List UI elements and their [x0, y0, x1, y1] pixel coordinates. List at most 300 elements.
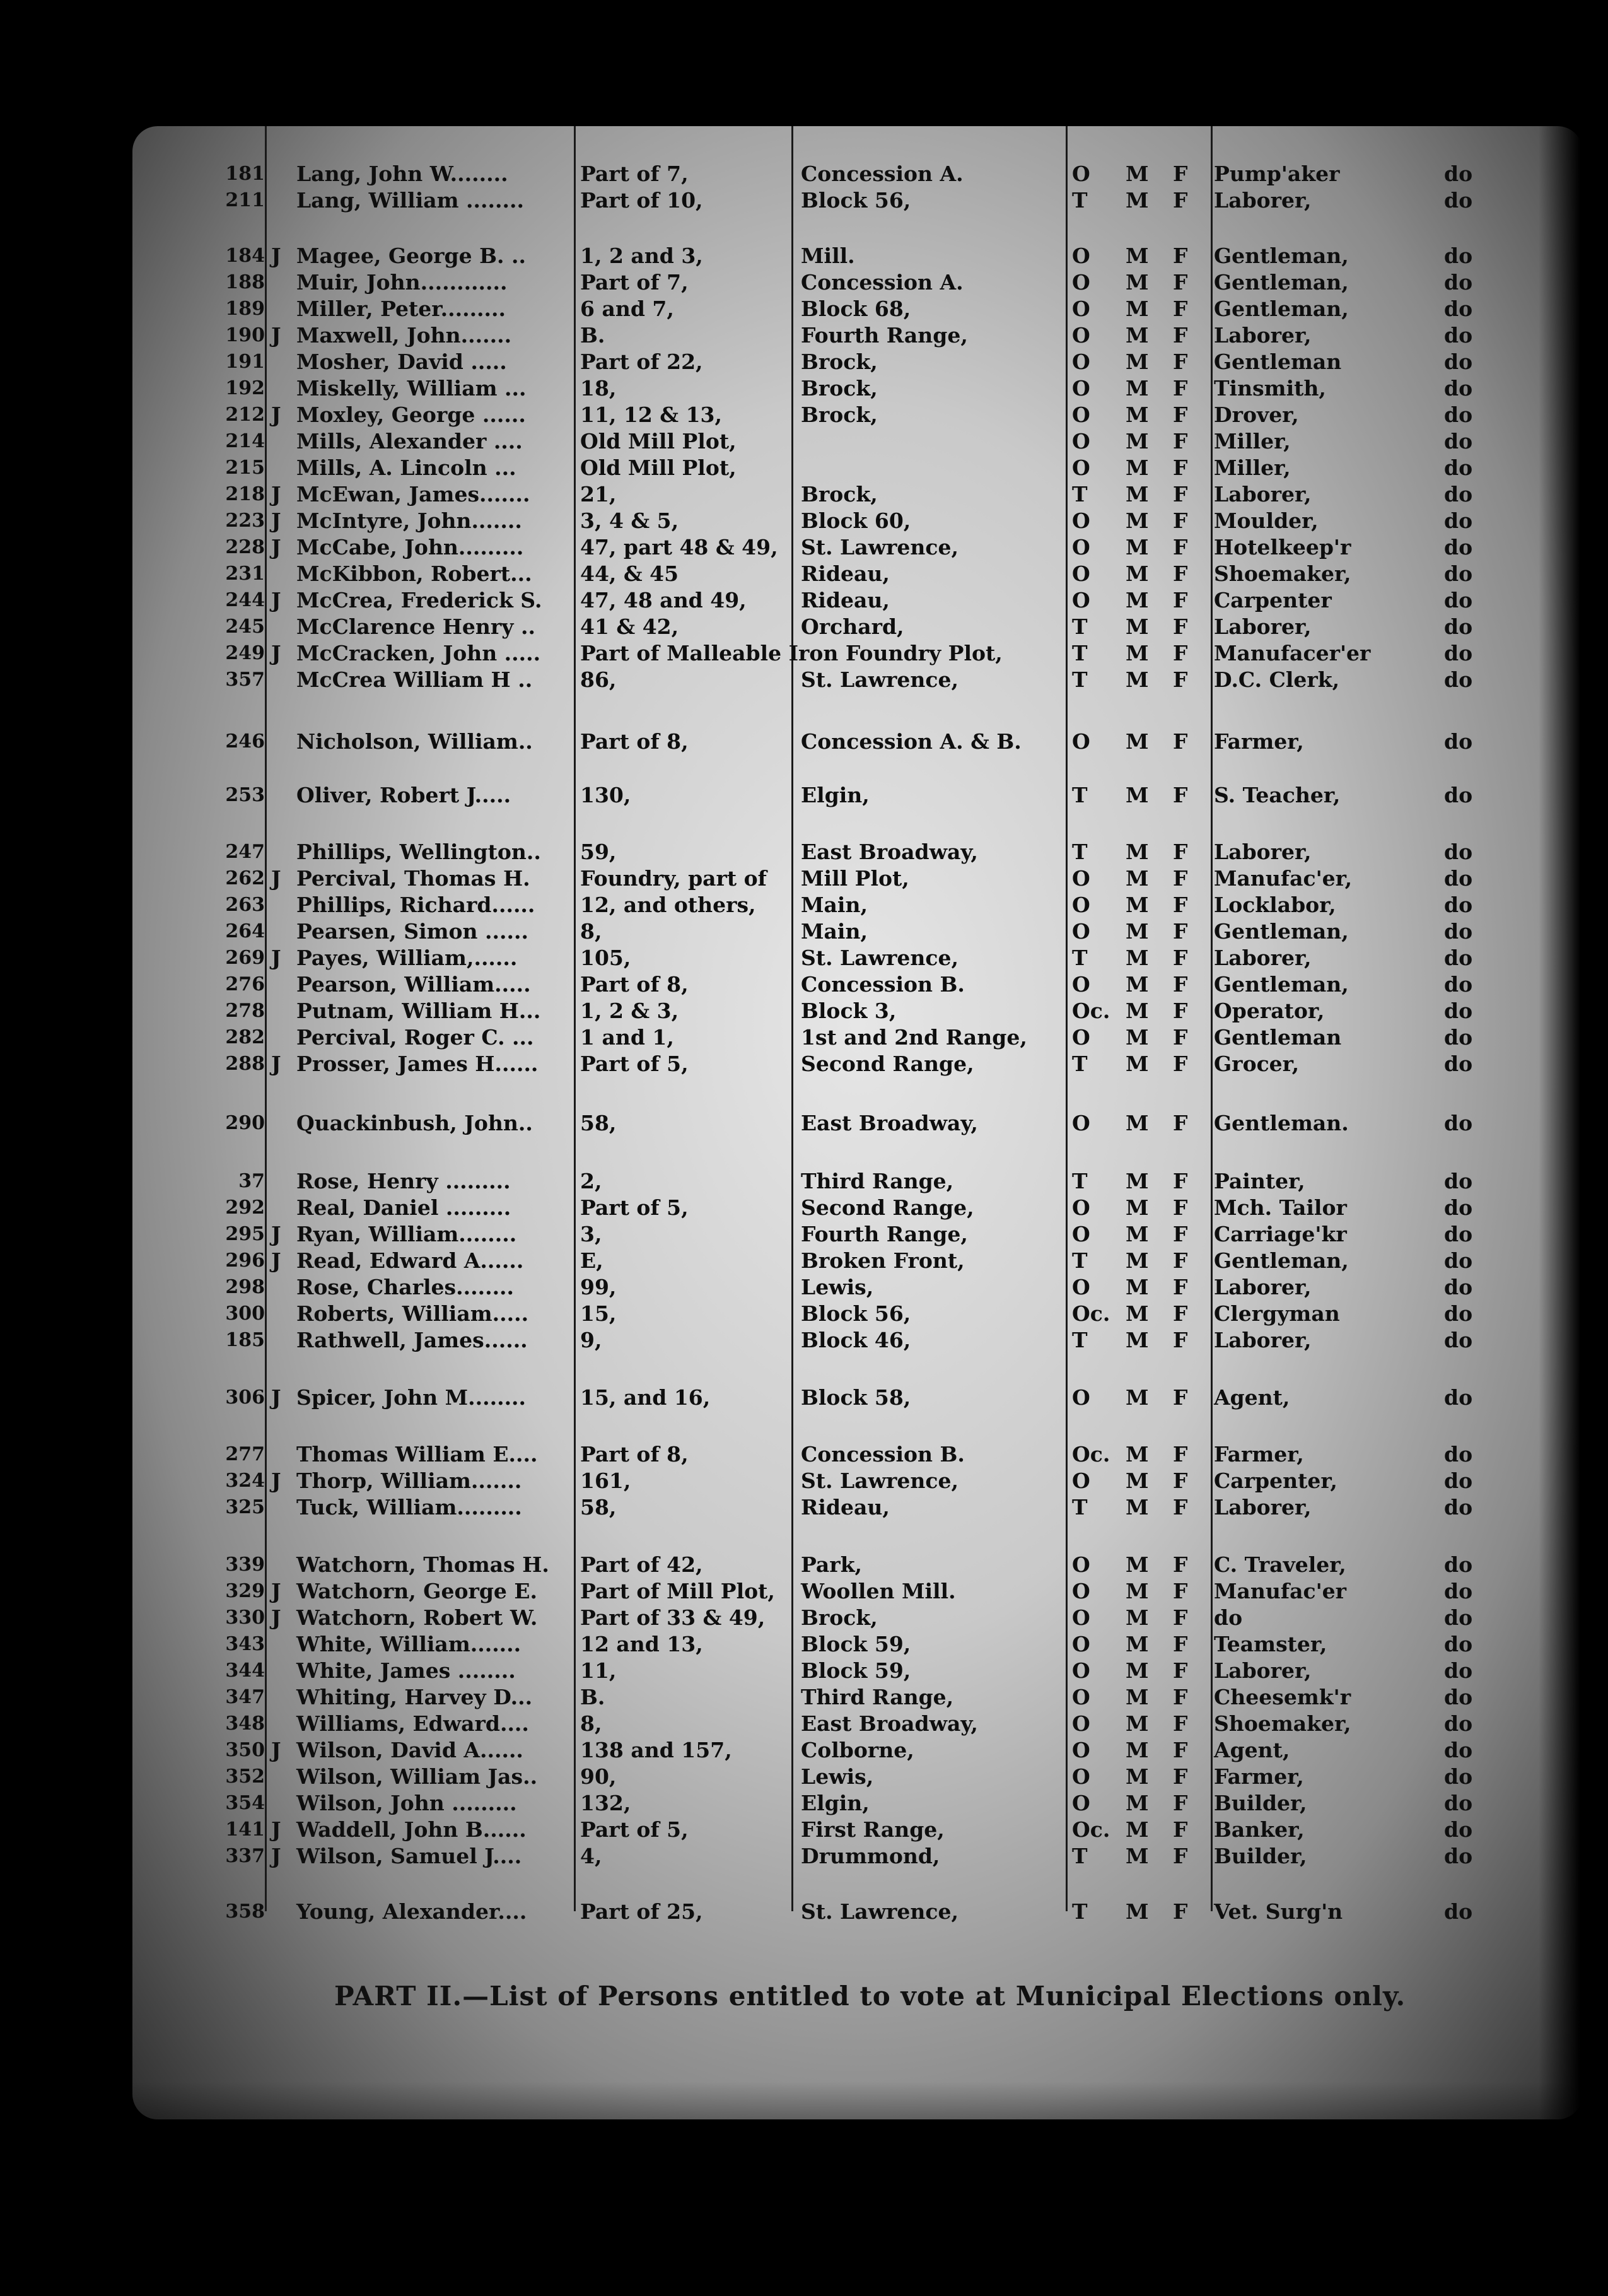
juror-mark: J: [271, 1051, 281, 1076]
voter-name: Wilson, John .........: [296, 1791, 517, 1815]
voter-name: Watchorn, George E.: [296, 1579, 538, 1603]
table-row: [0, 428, 1608, 455]
juror-mark: J: [271, 1605, 281, 1630]
residence: do: [1444, 946, 1473, 970]
lot-number: 105,: [580, 946, 631, 970]
voter-name: Mills, A. Lincoln ...: [296, 455, 516, 480]
voter-name: Real, Daniel .........: [296, 1195, 511, 1220]
residence: do: [1444, 455, 1473, 480]
lot-number: 59,: [580, 840, 617, 864]
franchise-mark: F: [1173, 323, 1188, 348]
juror-mark: J: [271, 1468, 281, 1493]
residence: do: [1444, 614, 1473, 639]
occupation: Gentleman: [1214, 1025, 1342, 1050]
franchise-mark: F: [1173, 243, 1188, 268]
residence: do: [1444, 1711, 1473, 1736]
residence: do: [1444, 783, 1473, 807]
residence: do: [1444, 376, 1473, 401]
table-row: [0, 1843, 1608, 1870]
franchise-mark: F: [1173, 1791, 1188, 1815]
street-or-concession: Lewis,: [801, 1764, 874, 1789]
sex-mark: M: [1126, 1738, 1149, 1762]
occupation: Gentleman,: [1214, 243, 1349, 268]
qualification: O: [1072, 1791, 1090, 1815]
table-row: [0, 243, 1608, 269]
lot-number: 21,: [580, 482, 617, 507]
franchise-mark: F: [1173, 1051, 1188, 1076]
qualification: O: [1072, 1275, 1090, 1299]
lot-number: Part of 5,: [580, 1817, 689, 1842]
street-or-concession: First Range,: [801, 1817, 945, 1842]
residence: do: [1444, 1899, 1473, 1924]
qualification: O: [1072, 296, 1090, 321]
street-or-concession: Brock,: [801, 402, 878, 427]
residence: do: [1444, 188, 1473, 213]
residence: do: [1444, 1685, 1473, 1709]
voter-name: Prosser, James H......: [296, 1051, 539, 1076]
franchise-mark: F: [1173, 1468, 1188, 1493]
franchise-mark: F: [1173, 840, 1188, 864]
occupation: Pump'aker: [1214, 161, 1340, 186]
franchise-mark: F: [1173, 188, 1188, 213]
residence: do: [1444, 1301, 1473, 1326]
occupation: C. Traveler,: [1214, 1552, 1346, 1577]
table-row: [0, 1552, 1608, 1578]
lot-number: 8,: [580, 1711, 602, 1736]
table-row: [0, 640, 1608, 667]
lot-number: 47, 48 and 49,: [580, 588, 747, 612]
table-row: [0, 614, 1608, 640]
entry-number: 188: [225, 271, 265, 293]
occupation: Miller,: [1214, 429, 1291, 454]
voter-name: Quackinbush, John..: [296, 1111, 533, 1135]
residence: do: [1444, 1605, 1473, 1630]
occupation: Laborer,: [1214, 188, 1312, 213]
lot-number: 1, 2 & 3,: [580, 999, 679, 1023]
residence: do: [1444, 243, 1473, 268]
franchise-mark: F: [1173, 667, 1188, 692]
table-row: [0, 945, 1608, 971]
table-row: [0, 1737, 1608, 1764]
voter-name: Lang, John W........: [296, 161, 508, 186]
entry-number: 214: [225, 430, 265, 452]
occupation: Drover,: [1214, 402, 1299, 427]
entry-number: 269: [225, 947, 265, 969]
juror-mark: J: [271, 508, 281, 533]
voter-name: McClarence Henry ..: [296, 614, 535, 639]
sex-mark: M: [1126, 1442, 1149, 1467]
residence: do: [1444, 1275, 1473, 1299]
sex-mark: M: [1126, 535, 1149, 559]
entry-number: 253: [225, 784, 265, 806]
table-row: [0, 918, 1608, 945]
occupation: do: [1214, 1605, 1243, 1630]
sex-mark: M: [1126, 1111, 1149, 1135]
residence: do: [1444, 1552, 1473, 1577]
sex-mark: M: [1126, 972, 1149, 997]
voter-name: Thorp, William.......: [296, 1468, 522, 1493]
street-or-concession: Elgin,: [801, 783, 870, 807]
table-row: [0, 1274, 1608, 1301]
franchise-mark: F: [1173, 561, 1188, 586]
entry-number: 181: [225, 163, 265, 185]
residence: do: [1444, 999, 1473, 1023]
street-or-concession: Orchard,: [801, 614, 904, 639]
sex-mark: M: [1126, 840, 1149, 864]
voter-name: Nicholson, William..: [296, 729, 533, 754]
lot-number: 99,: [580, 1275, 617, 1299]
sex-mark: M: [1126, 1195, 1149, 1220]
qualification: O: [1072, 1711, 1090, 1736]
street-or-concession: Brock,: [801, 482, 878, 507]
qualification: T: [1072, 946, 1088, 970]
sex-mark: M: [1126, 1025, 1149, 1050]
lot-number: Part of 33 & 49,: [580, 1605, 766, 1630]
juror-mark: J: [271, 588, 281, 612]
occupation: Laborer,: [1214, 946, 1312, 970]
qualification: T: [1072, 1169, 1088, 1193]
street-or-concession: Colborne,: [801, 1738, 914, 1762]
occupation: Laborer,: [1214, 1328, 1312, 1352]
qualification: T: [1072, 1495, 1088, 1520]
table-row: [0, 1024, 1608, 1051]
residence: do: [1444, 323, 1473, 348]
residence: do: [1444, 1051, 1473, 1076]
table-row: [0, 1817, 1608, 1843]
occupation: Manufacer'er: [1214, 641, 1371, 665]
qualification: O: [1072, 1195, 1090, 1220]
street-or-concession: Brock,: [801, 1605, 878, 1630]
qualification: O: [1072, 402, 1090, 427]
street-or-concession: Block 46,: [801, 1328, 911, 1352]
entry-number: 37: [238, 1170, 265, 1192]
residence: do: [1444, 1817, 1473, 1842]
occupation: Gentleman,: [1214, 919, 1349, 944]
street-or-concession: Rideau,: [801, 1495, 890, 1520]
residence: do: [1444, 1385, 1473, 1410]
entry-number: 325: [225, 1496, 265, 1518]
sex-mark: M: [1126, 588, 1149, 612]
qualification: O: [1072, 349, 1090, 374]
franchise-mark: F: [1173, 1248, 1188, 1273]
occupation: Mch. Tailor: [1214, 1195, 1347, 1220]
franchise-mark: F: [1173, 1711, 1188, 1736]
street-or-concession: Mill.: [801, 243, 855, 268]
qualification: O: [1072, 508, 1090, 533]
entry-number: 276: [225, 973, 265, 995]
residence: do: [1444, 1632, 1473, 1656]
entry-number: 295: [225, 1223, 265, 1245]
lot-number: Old Mill Plot,: [580, 455, 737, 480]
street-or-concession: Rideau,: [801, 561, 890, 586]
street-or-concession: Mill Plot,: [801, 866, 909, 891]
sex-mark: M: [1126, 999, 1149, 1023]
entry-number: 298: [225, 1276, 265, 1298]
street-or-concession: St. Lawrence,: [801, 1468, 958, 1493]
voter-name: Read, Edward A......: [296, 1248, 524, 1273]
qualification: O: [1072, 561, 1090, 586]
qualification: Oc.: [1072, 1442, 1110, 1467]
table-row: [0, 1899, 1608, 1925]
voter-name: Moxley, George ......: [296, 402, 526, 427]
table-row: [0, 1631, 1608, 1658]
voter-name: Waddell, John B......: [296, 1817, 527, 1842]
qualification: O: [1072, 429, 1090, 454]
franchise-mark: F: [1173, 1579, 1188, 1603]
franchise-mark: F: [1173, 1764, 1188, 1789]
residence: do: [1444, 1025, 1473, 1050]
entry-number: 348: [225, 1713, 265, 1735]
entry-number: 264: [225, 920, 265, 942]
table-row: [0, 1684, 1608, 1711]
qualification: Oc.: [1072, 1301, 1110, 1326]
table-row: [0, 667, 1608, 693]
entry-number: 247: [225, 841, 265, 863]
voter-name: McCrea, Frederick S.: [296, 588, 542, 612]
voter-name: Mills, Alexander ....: [296, 429, 523, 454]
sex-mark: M: [1126, 1899, 1149, 1924]
street-or-concession: East Broadway,: [801, 1111, 978, 1135]
entry-number: 191: [225, 351, 265, 373]
occupation: Tinsmith,: [1214, 376, 1326, 401]
street-or-concession: Third Range,: [801, 1169, 954, 1193]
occupation: Farmer,: [1214, 1442, 1304, 1467]
street-or-concession: St. Lawrence,: [801, 1899, 958, 1924]
juror-mark: J: [271, 1385, 281, 1410]
entry-number: 263: [225, 894, 265, 916]
franchise-mark: F: [1173, 1275, 1188, 1299]
franchise-mark: F: [1173, 783, 1188, 807]
table-row: [0, 892, 1608, 918]
lot-number: 47, part 48 & 49,: [580, 535, 778, 559]
qualification: T: [1072, 1248, 1088, 1273]
table-row: [0, 1221, 1608, 1248]
entry-number: 339: [225, 1554, 265, 1576]
qualification: T: [1072, 188, 1088, 213]
lot-number: Part of Malleable Iron Foundry Plot,: [580, 641, 1003, 665]
voter-name: Percival, Roger C. ...: [296, 1025, 534, 1050]
sex-mark: M: [1126, 429, 1149, 454]
residence: do: [1444, 270, 1473, 295]
franchise-mark: F: [1173, 866, 1188, 891]
voter-name: Watchorn, Thomas H.: [296, 1552, 549, 1577]
sex-mark: M: [1126, 1658, 1149, 1683]
entry-number: 350: [225, 1739, 265, 1761]
voter-name: Lang, William ........: [296, 188, 524, 213]
franchise-mark: F: [1173, 1495, 1188, 1520]
entry-number: 300: [225, 1303, 265, 1325]
street-or-concession: Block 56,: [801, 188, 911, 213]
qualification: O: [1072, 1738, 1090, 1762]
qualification: O: [1072, 1579, 1090, 1603]
occupation: Manufac'er: [1214, 1579, 1347, 1603]
sex-mark: M: [1126, 729, 1149, 754]
lot-number: Part of 8,: [580, 1442, 689, 1467]
occupation: Farmer,: [1214, 1764, 1304, 1789]
occupation: Gentleman,: [1214, 972, 1349, 997]
voter-name: McCracken, John .....: [296, 641, 541, 665]
sex-mark: M: [1126, 349, 1149, 374]
voter-name: Miller, Peter.........: [296, 296, 506, 321]
entry-number: 344: [225, 1660, 265, 1682]
juror-mark: J: [271, 1579, 281, 1603]
sex-mark: M: [1126, 667, 1149, 692]
street-or-concession: East Broadway,: [801, 840, 978, 864]
street-or-concession: Concession B.: [801, 1442, 965, 1467]
residence: do: [1444, 1738, 1473, 1762]
franchise-mark: F: [1173, 1301, 1188, 1326]
qualification: T: [1072, 1899, 1088, 1924]
entry-number: 290: [225, 1112, 265, 1134]
voter-name: Mosher, David .....: [296, 349, 507, 374]
occupation: Carpenter: [1214, 588, 1332, 612]
qualification: O: [1072, 1468, 1090, 1493]
lot-number: 6 and 7,: [580, 296, 674, 321]
street-or-concession: Broken Front,: [801, 1248, 965, 1273]
lot-number: 12, and others,: [580, 893, 756, 917]
occupation: Laborer,: [1214, 323, 1312, 348]
table-row: [0, 865, 1608, 892]
occupation: Banker,: [1214, 1817, 1305, 1842]
entry-number: 330: [225, 1607, 265, 1629]
voter-name: White, William.......: [296, 1632, 521, 1656]
occupation: Builder,: [1214, 1844, 1307, 1868]
residence: do: [1444, 1579, 1473, 1603]
lot-number: Part of 5,: [580, 1195, 689, 1220]
street-or-concession: St. Lawrence,: [801, 667, 958, 692]
sex-mark: M: [1126, 1051, 1149, 1076]
table-row: [0, 269, 1608, 296]
street-or-concession: Concession A.: [801, 270, 964, 295]
occupation: Miller,: [1214, 455, 1291, 480]
entry-number: 292: [225, 1197, 265, 1219]
residence: do: [1444, 1468, 1473, 1493]
table-row: [0, 1327, 1608, 1354]
part-two-heading: PART II.—List of Persons entitled to vote at Municipal Elections only.: [334, 1981, 1406, 2012]
occupation: Gentleman,: [1214, 296, 1349, 321]
occupation: Clergyman: [1214, 1301, 1340, 1326]
table-row: [0, 1790, 1608, 1817]
entry-number: 231: [225, 563, 265, 585]
voter-name: Pearsen, Simon ......: [296, 919, 528, 944]
table-row: [0, 349, 1608, 375]
sex-mark: M: [1126, 161, 1149, 186]
street-or-concession: St. Lawrence,: [801, 535, 958, 559]
sex-mark: M: [1126, 614, 1149, 639]
juror-mark: J: [271, 323, 281, 348]
lot-number: Part of 8,: [580, 729, 689, 754]
juror-mark: J: [271, 535, 281, 559]
lot-number: Part of 10,: [580, 188, 703, 213]
qualification: O: [1072, 1222, 1090, 1246]
street-or-concession: Woollen Mill.: [801, 1579, 956, 1603]
franchise-mark: F: [1173, 402, 1188, 427]
qualification: T: [1072, 1844, 1088, 1868]
sex-mark: M: [1126, 946, 1149, 970]
occupation: Hotelkeep'r: [1214, 535, 1351, 559]
entry-number: 357: [225, 669, 265, 691]
occupation: Laborer,: [1214, 1495, 1312, 1520]
juror-mark: J: [271, 1248, 281, 1273]
franchise-mark: F: [1173, 946, 1188, 970]
entry-number: 282: [225, 1026, 265, 1048]
street-or-concession: Main,: [801, 919, 868, 944]
residence: do: [1444, 588, 1473, 612]
voter-name: Young, Alexander....: [296, 1899, 527, 1924]
sex-mark: M: [1126, 1817, 1149, 1842]
table-row: [0, 1711, 1608, 1737]
franchise-mark: F: [1173, 429, 1188, 454]
qualification: O: [1072, 270, 1090, 295]
occupation: Gentleman.: [1214, 1111, 1349, 1135]
street-or-concession: Concession A. & B.: [801, 729, 1022, 754]
qualification: O: [1072, 893, 1090, 917]
franchise-mark: F: [1173, 508, 1188, 533]
lot-number: Part of 25,: [580, 1899, 703, 1924]
juror-mark: J: [271, 1844, 281, 1868]
lot-number: 90,: [580, 1764, 617, 1789]
table-row: [0, 998, 1608, 1024]
entry-number: 278: [225, 1000, 265, 1022]
qualification: O: [1072, 1025, 1090, 1050]
franchise-mark: F: [1173, 1169, 1188, 1193]
voter-name: Percival, Thomas H.: [296, 866, 530, 891]
occupation: Moulder,: [1214, 508, 1319, 533]
occupation: Gentleman: [1214, 349, 1342, 374]
residence: do: [1444, 1791, 1473, 1815]
lot-number: 86,: [580, 667, 617, 692]
lot-number: 1 and 1,: [580, 1025, 674, 1050]
qualification: O: [1072, 1552, 1090, 1577]
qualification: O: [1072, 323, 1090, 348]
voter-name: Wilson, Samuel J....: [296, 1844, 522, 1868]
franchise-mark: F: [1173, 1025, 1188, 1050]
qualification: O: [1072, 1385, 1090, 1410]
lot-number: 3,: [580, 1222, 602, 1246]
sex-mark: M: [1126, 1791, 1149, 1815]
table-row: [0, 1385, 1608, 1411]
occupation: Locklabor,: [1214, 893, 1336, 917]
entry-number: 343: [225, 1633, 265, 1655]
lot-number: 18,: [580, 376, 617, 401]
street-or-concession: St. Lawrence,: [801, 946, 958, 970]
voter-name: Wilson, William Jas..: [296, 1764, 538, 1789]
franchise-mark: F: [1173, 1552, 1188, 1577]
qualification: O: [1072, 455, 1090, 480]
sex-mark: M: [1126, 1248, 1149, 1273]
sex-mark: M: [1126, 1328, 1149, 1352]
residence: do: [1444, 840, 1473, 864]
lot-number: E,: [580, 1248, 603, 1273]
franchise-mark: F: [1173, 893, 1188, 917]
entry-number: 184: [225, 245, 265, 267]
residence: do: [1444, 1442, 1473, 1467]
residence: do: [1444, 482, 1473, 507]
voter-name: Payes, William,......: [296, 946, 518, 970]
franchise-mark: F: [1173, 588, 1188, 612]
entry-number: 352: [225, 1766, 265, 1788]
voter-name: Magee, George B. ..: [296, 243, 526, 268]
entry-number: 245: [225, 616, 265, 638]
entry-number: 296: [225, 1250, 265, 1272]
voter-name: Oliver, Robert J.....: [296, 783, 511, 807]
residence: do: [1444, 866, 1473, 891]
street-or-concession: Fourth Range,: [801, 323, 968, 348]
street-or-concession: Block 58,: [801, 1385, 911, 1410]
franchise-mark: F: [1173, 641, 1188, 665]
sex-mark: M: [1126, 402, 1149, 427]
street-or-concession: Drummond,: [801, 1844, 940, 1868]
